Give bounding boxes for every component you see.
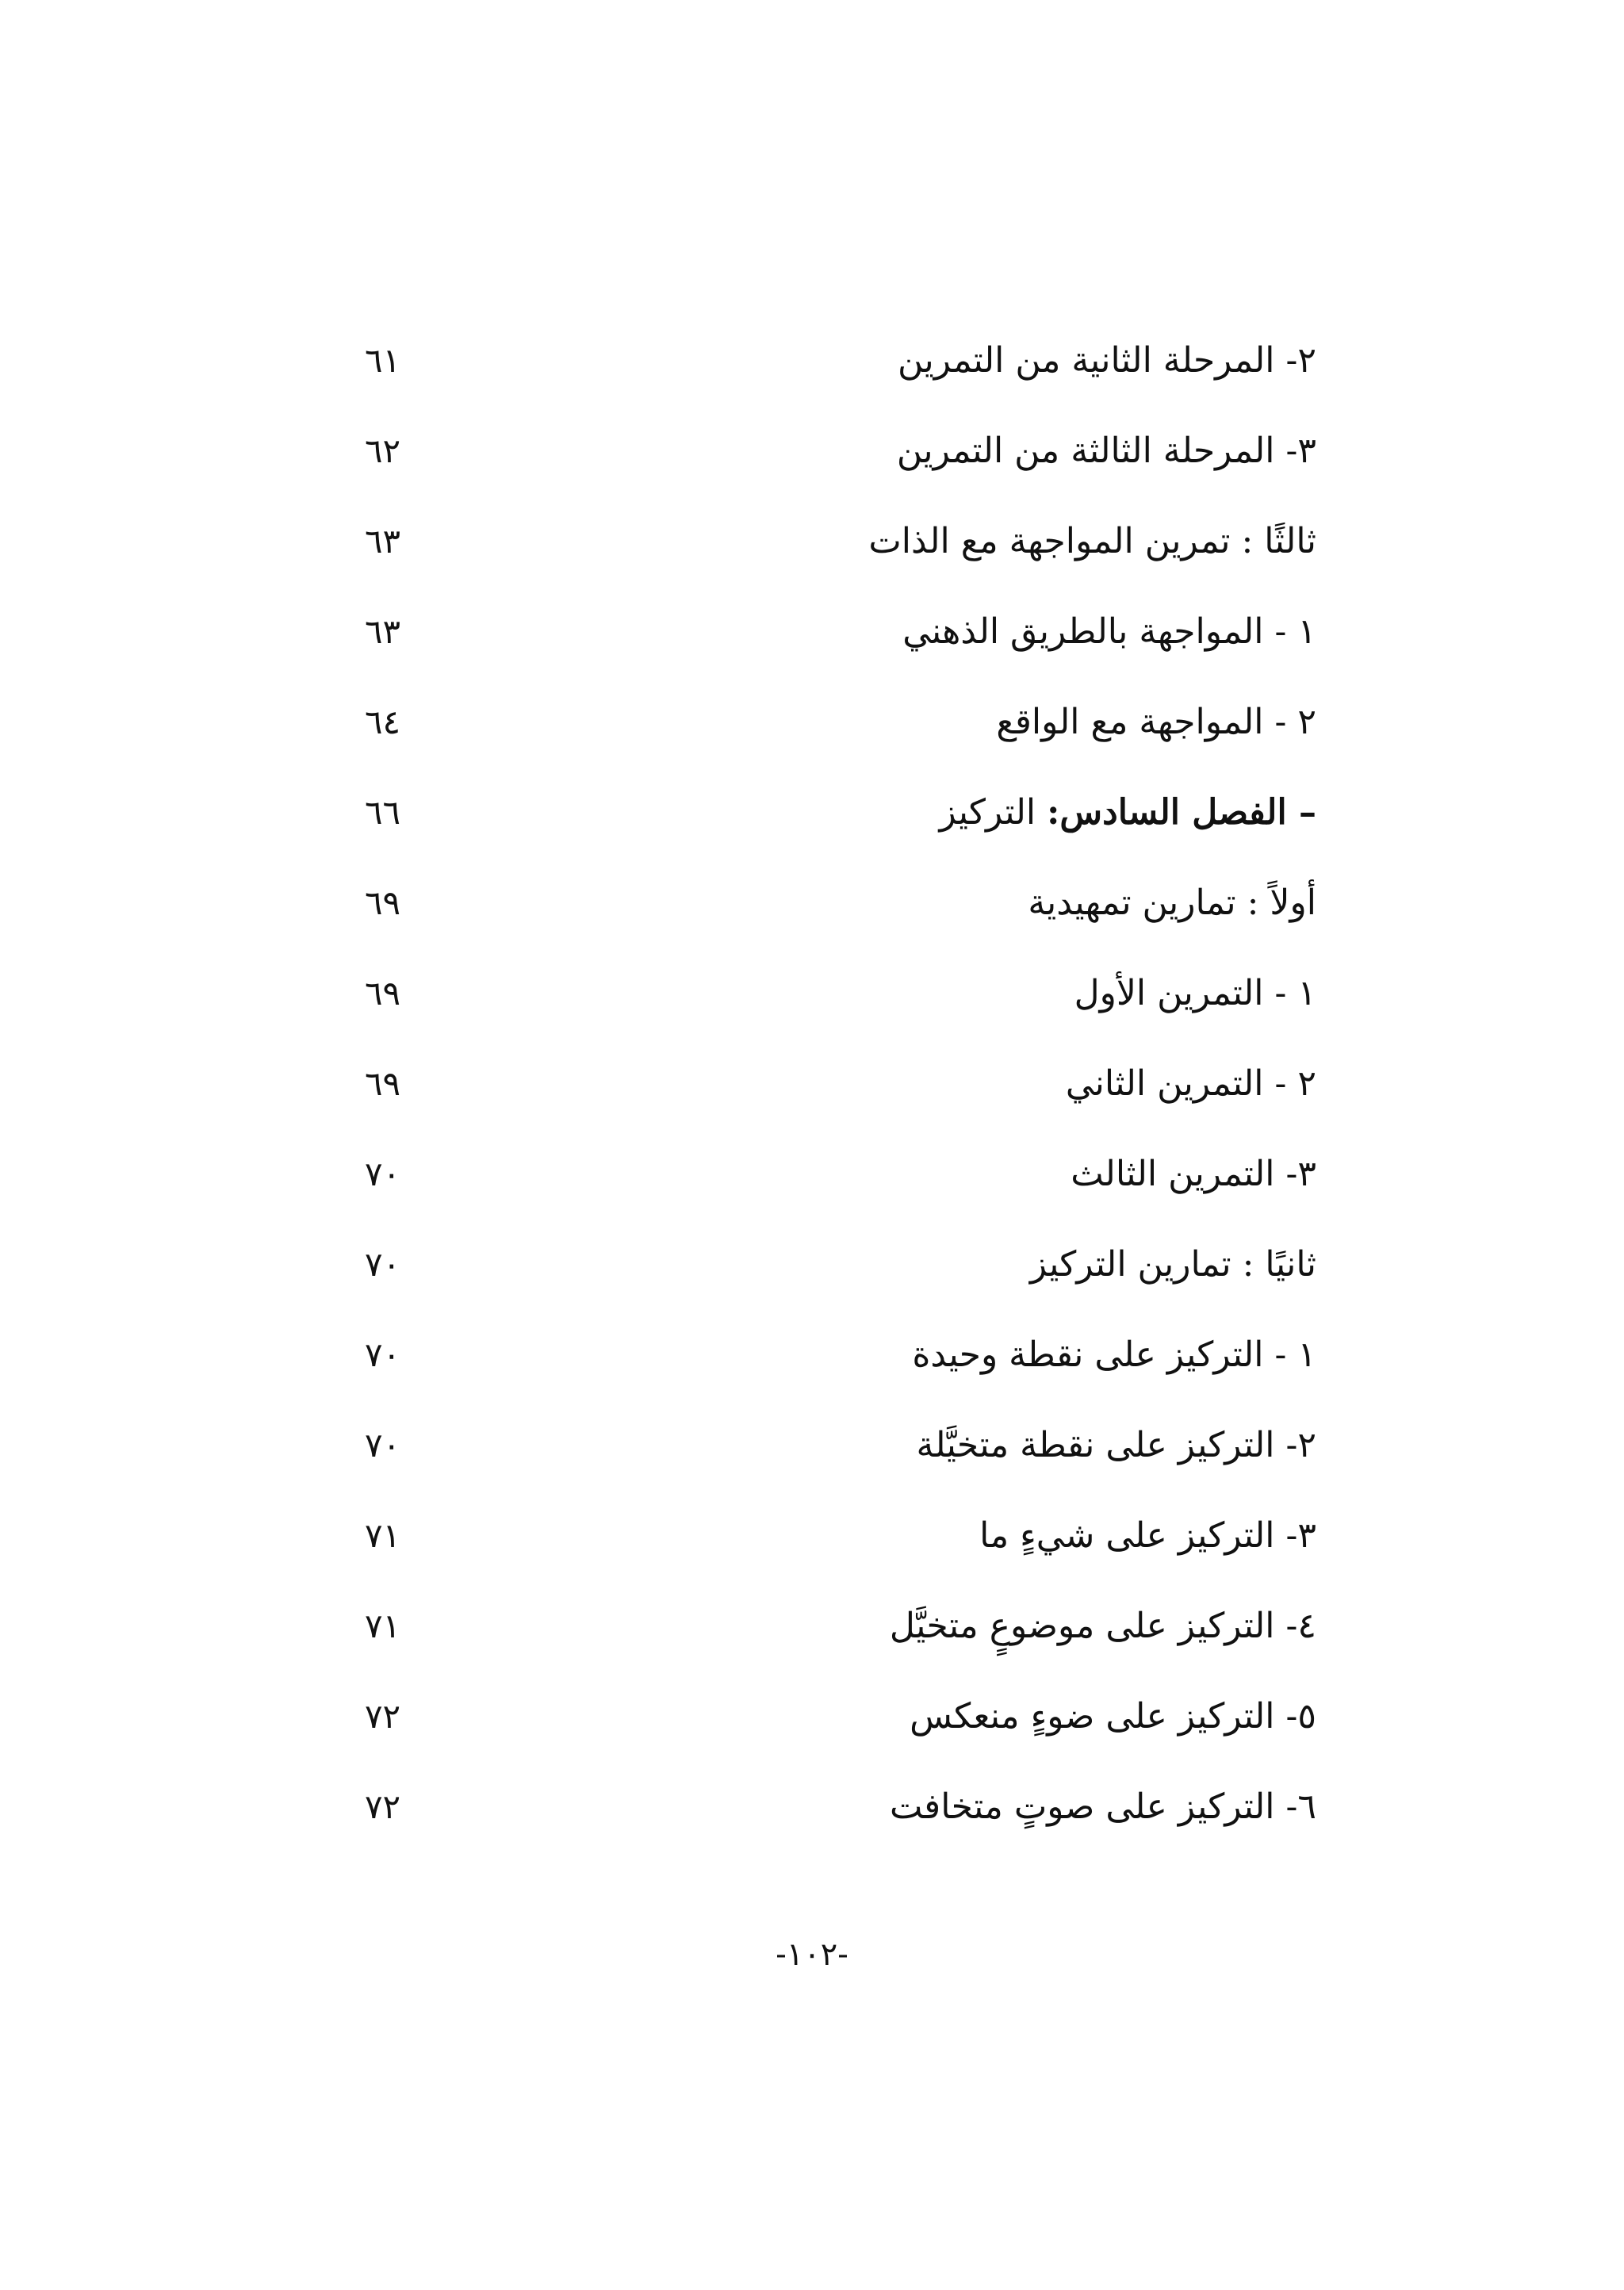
toc-entry [365, 1310, 1316, 1400]
chapter-label: – الفصل السادس: [1047, 792, 1316, 833]
toc-entry-page: ٧١ [365, 1606, 401, 1645]
toc-entry [365, 1220, 1316, 1310]
toc-entry-title: ٢- المرحلة الثانية من التمرين [897, 340, 1316, 381]
toc-entry-title: ٢- التركيز على نقطة متخيَّلة [916, 1425, 1316, 1465]
toc-entry-page: ٧١ [365, 1516, 401, 1555]
toc-entry-title: ٥- التركيز على ضوءٍ منعكس [910, 1696, 1316, 1737]
toc-entry-title: ٤- التركيز على موضوعٍ متخيَّل [889, 1606, 1316, 1646]
toc-entry-title: ٣- المرحلة الثالثة من التمرين [896, 431, 1316, 471]
toc-entry-page: ٦١ [365, 341, 401, 380]
toc-entry [365, 1672, 1316, 1762]
toc-entry [365, 496, 1316, 587]
toc-entry-title: ٣- التركيز على شيءٍ ما [979, 1515, 1316, 1556]
toc-entry-page: ٧٠ [365, 1245, 401, 1284]
toc-entry [365, 1129, 1316, 1220]
toc-entry-page: ٦٩ [365, 883, 401, 922]
toc-entry-page: ٦٩ [365, 974, 401, 1013]
toc-entry-page: ٧٢ [365, 1787, 401, 1826]
toc-entry-title: ١ - المواجهة بالطريق الذهني [902, 611, 1316, 652]
toc-entry [365, 1762, 1316, 1852]
toc-entry-page: ٦٦ [365, 793, 401, 832]
toc-entry [365, 677, 1316, 768]
toc-entry [365, 587, 1316, 677]
toc-entry [365, 1581, 1316, 1672]
toc-entry-title: ثانيًا : تمارين التركيز [1029, 1244, 1316, 1285]
toc-entry-page: ٦٢ [365, 431, 401, 470]
toc-entry-page: ٦٩ [365, 1064, 401, 1103]
toc-entry [365, 1400, 1316, 1491]
toc-entry-page: ٦٤ [365, 703, 401, 741]
toc-entry-title: ٣- التمرين الثالث [1071, 1154, 1316, 1194]
toc-entry-title: ٢ - التمرين الثاني [1065, 1063, 1316, 1104]
page-number: -١٠٢- [776, 1936, 848, 1973]
toc-entry-page: ٧٢ [365, 1697, 401, 1736]
toc-entry-title: أولاً : تمارين تمهيدية [1028, 883, 1316, 923]
toc-entry-title: ثالثًا : تمرين المواجهة مع الذات [868, 521, 1316, 561]
toc-entry-title: ١ - التركيز على نقطة وحيدة [912, 1335, 1316, 1375]
chapter-title: التركيز [939, 792, 1048, 833]
toc-entry [365, 316, 1316, 406]
toc-entry-page: ٦٣ [365, 522, 401, 561]
toc-entry [365, 948, 1316, 1039]
toc-entry [365, 858, 1316, 948]
toc-entry-title: ١ - التمرين الأول [1074, 973, 1316, 1013]
toc-chapter-heading [939, 792, 1316, 833]
toc-chapter-entry [365, 768, 1316, 858]
toc-entry-page: ٧٠ [365, 1155, 401, 1193]
toc-entry-page: ٧٠ [365, 1426, 401, 1465]
toc-entry [365, 406, 1316, 496]
table-of-contents [365, 316, 1316, 1852]
toc-entry-title: ٦- التركيز على صوتٍ متخافت [889, 1786, 1316, 1827]
toc-entry [365, 1039, 1316, 1129]
toc-entry-title: ٢ - المواجهة مع الواقع [996, 702, 1316, 742]
toc-entry-page: ٧٠ [365, 1335, 401, 1374]
toc-entry [365, 1491, 1316, 1581]
toc-entry-page: ٦٣ [365, 612, 401, 651]
